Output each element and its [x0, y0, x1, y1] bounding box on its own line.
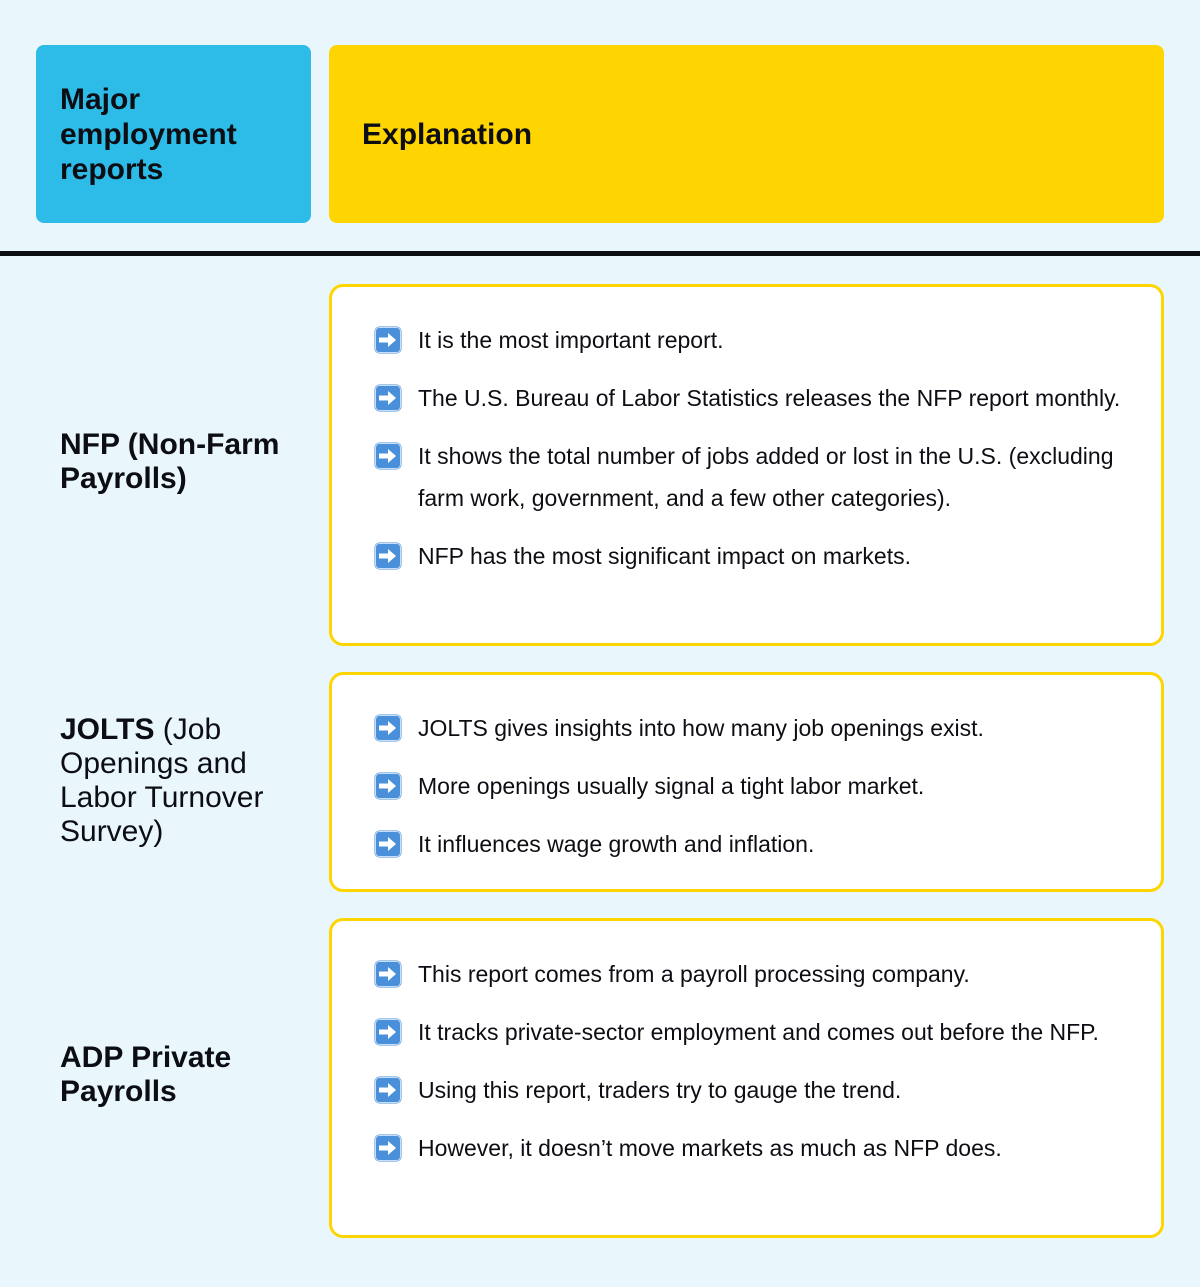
bullet-text: This report comes from a payroll processing company.: [418, 961, 970, 987]
bullet-text: Using this report, traders try to gauge the trend.: [418, 1077, 902, 1103]
list-item: [374, 1069, 1121, 1111]
bullet-text: It tracks private-sector employment and comes out before the NFP.: [418, 1019, 1099, 1045]
bullet-list: [374, 953, 1121, 1169]
bullet-list: [374, 707, 1121, 865]
right-arrow-icon: [374, 1018, 402, 1046]
bullet-text: It shows the total number of jobs added or lost in the U.S. (excluding farm work, government, and a few other categories).: [418, 443, 1114, 511]
right-arrow-icon: [374, 442, 402, 470]
explanation-card-jolts: [329, 672, 1164, 892]
report-name-jolts: [60, 713, 310, 849]
list-item: [374, 435, 1121, 519]
list-item: [374, 765, 1121, 807]
right-arrow-icon: [374, 830, 402, 858]
explanation-card-nfp: [329, 284, 1164, 646]
header-divider: [0, 251, 1200, 256]
report-name-strong: NFP (Non-Farm Payrolls): [60, 428, 280, 495]
right-arrow-icon: [374, 1076, 402, 1104]
list-item: [374, 1011, 1121, 1053]
list-item: [374, 319, 1121, 361]
list-item: [374, 377, 1121, 419]
right-arrow-icon: [374, 772, 402, 800]
header-explanation-cell: [329, 45, 1164, 223]
right-arrow-icon: [374, 960, 402, 988]
report-name-strong: ADP Private Payrolls: [60, 1041, 232, 1108]
bullet-text: NFP has the most significant impact on markets.: [418, 543, 911, 569]
bullet-list: [374, 319, 1121, 577]
list-item: [374, 953, 1121, 995]
right-arrow-icon: [374, 1134, 402, 1162]
report-name-nfp: [60, 428, 310, 496]
list-item: [374, 707, 1121, 749]
right-arrow-icon: [374, 542, 402, 570]
right-arrow-icon: [374, 384, 402, 412]
bullet-text: More openings usually signal a tight labor market.: [418, 773, 925, 799]
right-arrow-icon: [374, 714, 402, 742]
list-item: [374, 823, 1121, 865]
list-item: [374, 535, 1121, 577]
header-explanation-title: Explanation: [362, 117, 533, 151]
report-name-adp: [60, 1041, 310, 1109]
report-name-rest: (Job Openings and Labor Turnover Survey): [60, 713, 264, 848]
header-reports-cell: [36, 45, 311, 223]
bullet-text: The U.S. Bureau of Labor Statistics releases the NFP report monthly.: [418, 385, 1121, 411]
right-arrow-icon: [374, 326, 402, 354]
bullet-text: However, it doesn’t move markets as much as NFP does.: [418, 1135, 1002, 1161]
header-reports-title: Major employment reports: [60, 82, 237, 186]
list-item: [374, 1127, 1121, 1169]
bullet-text: It influences wage growth and inflation.: [418, 831, 815, 857]
explanation-card-adp: [329, 918, 1164, 1238]
bullet-text: JOLTS gives insights into how many job openings exist.: [418, 715, 984, 741]
report-name-strong: JOLTS: [60, 713, 155, 746]
bullet-text: It is the most important report.: [418, 327, 724, 353]
